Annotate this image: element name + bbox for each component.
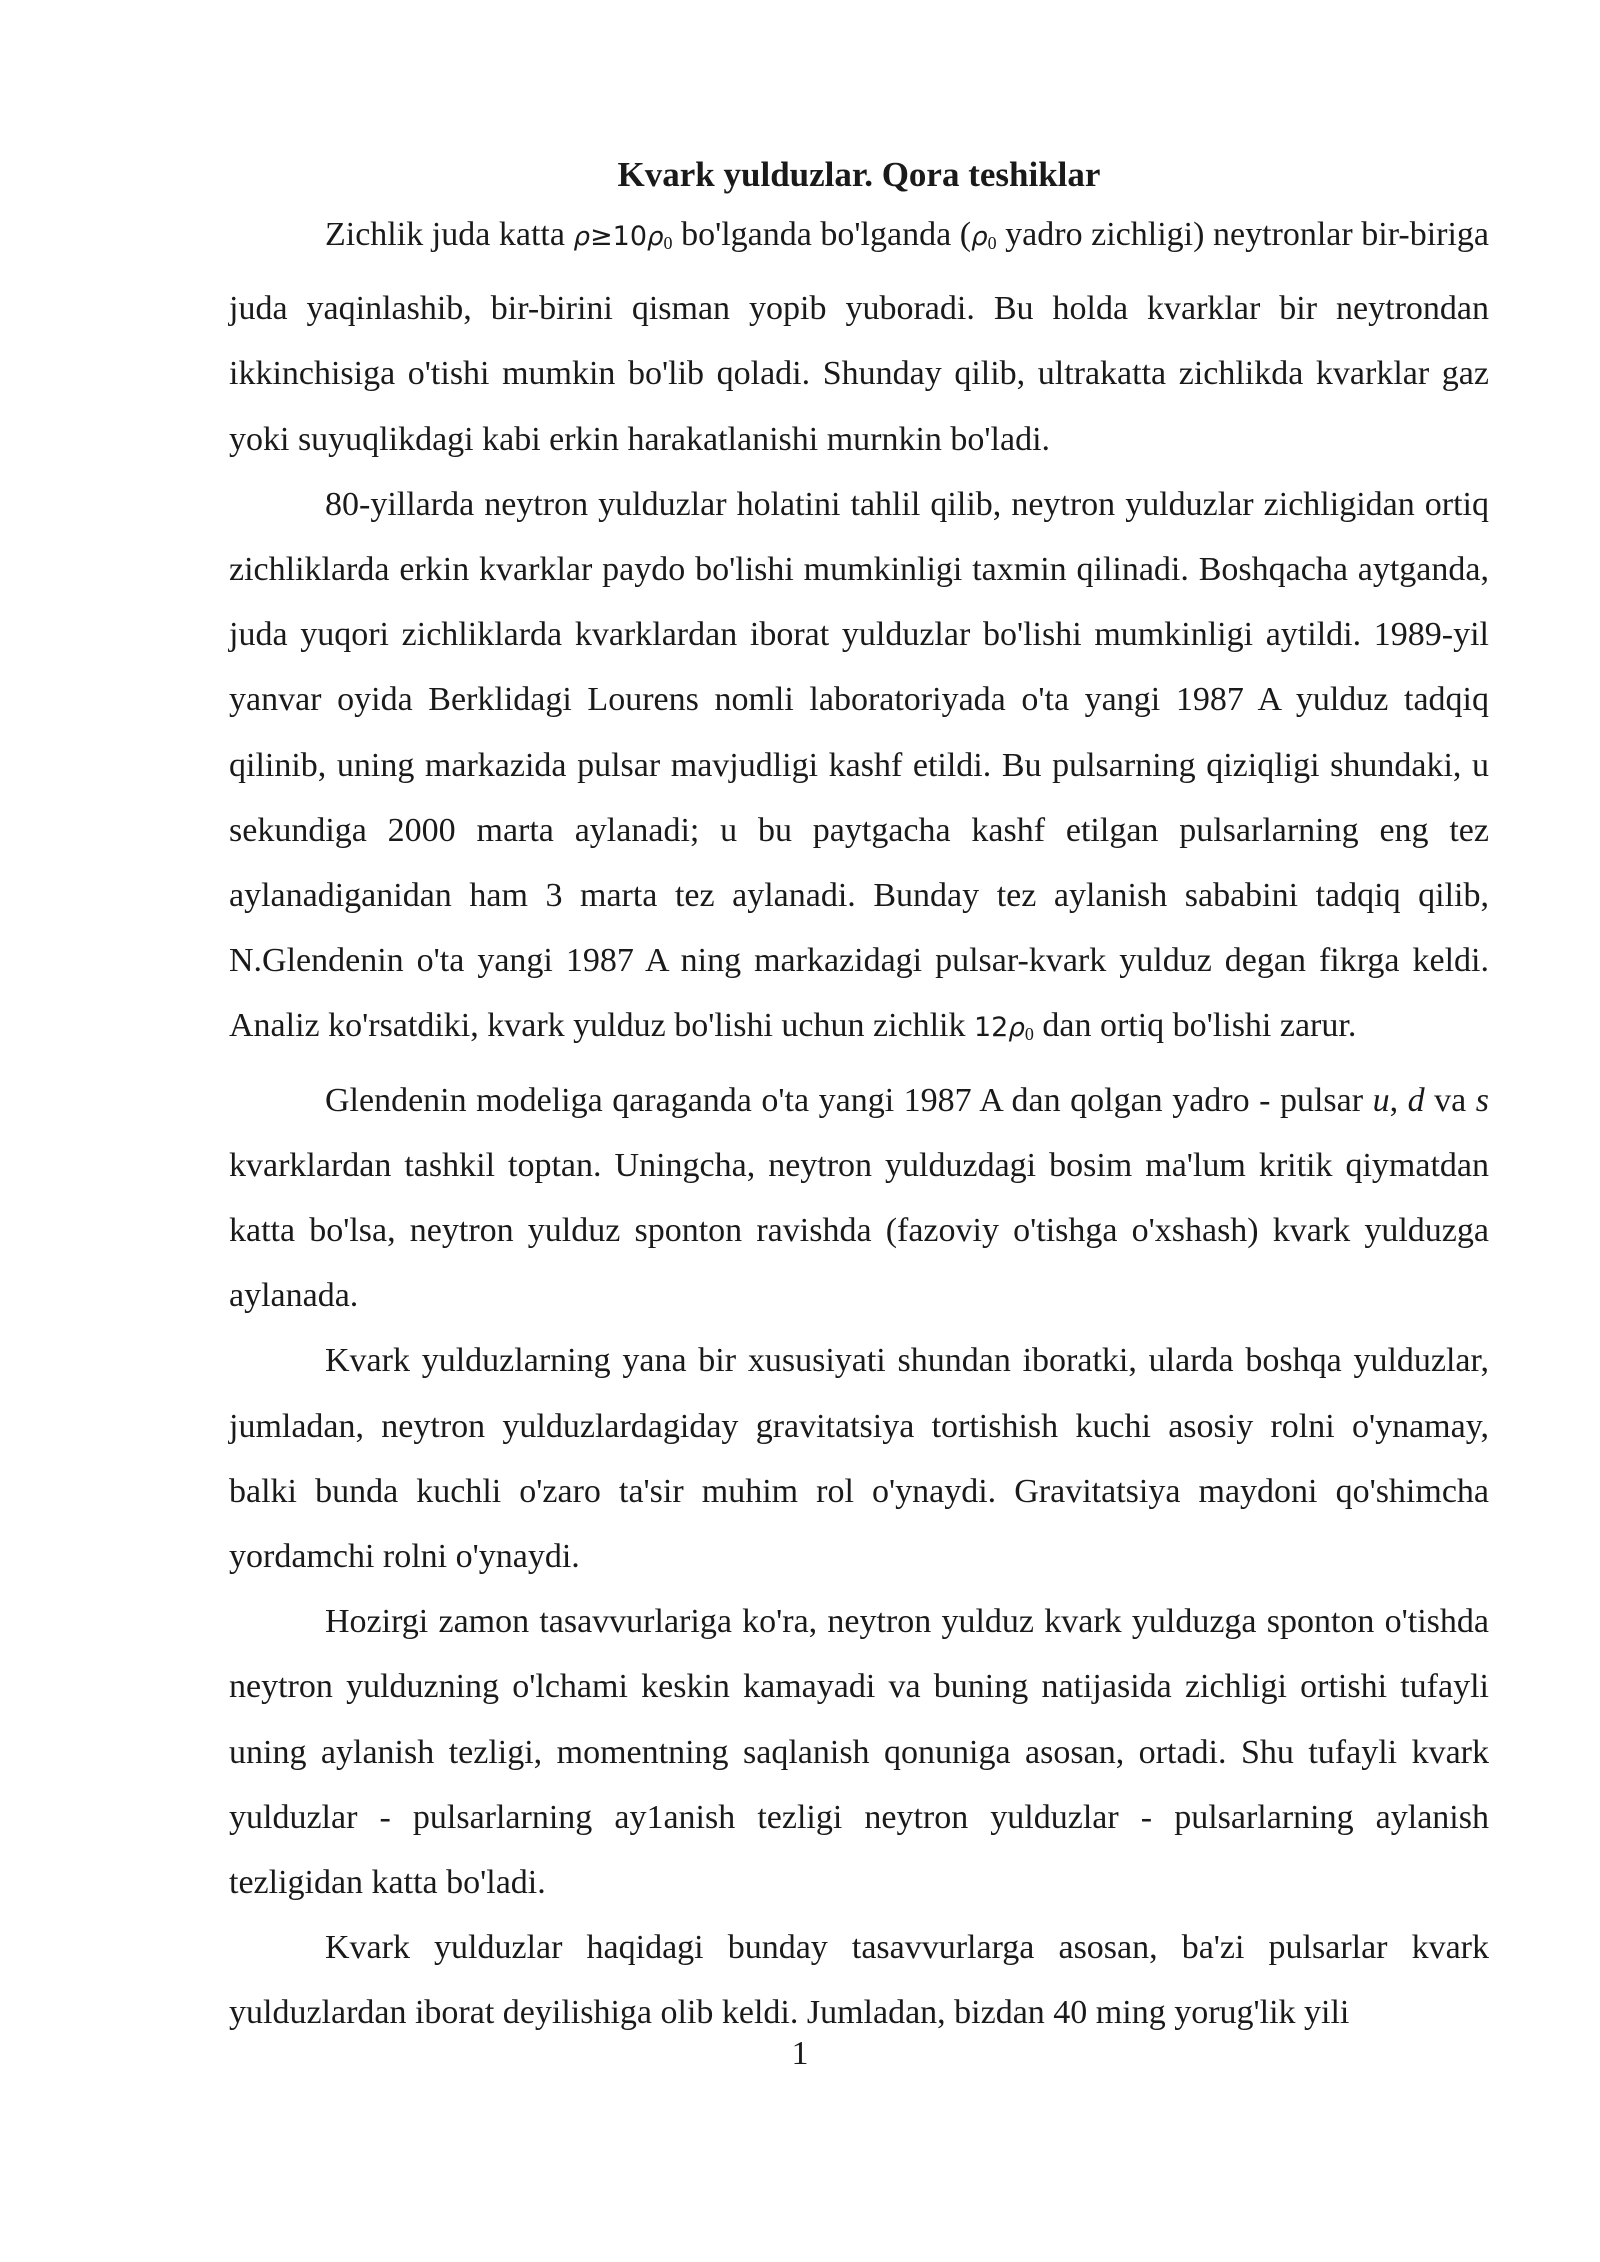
paragraph-text: Zichlik juda katta <box>325 216 574 253</box>
rho-symbol: ρ <box>573 222 591 252</box>
subscript-zero: 0 <box>663 233 673 253</box>
paragraph-text: , <box>1389 1081 1408 1119</box>
page-number: 1 <box>791 2035 809 2072</box>
paragraph-3 <box>229 1068 1489 1329</box>
rho-zero-symbol: ρ <box>1008 1013 1025 1044</box>
subscript-zero: 0 <box>1024 1024 1034 1045</box>
quark-d: d <box>1407 1081 1425 1119</box>
paragraph-6: Kvark yulduzlar haqidagi bunday tasavvurlarga asosan, ba'zi pulsarlar kvark yulduzlardan iborat deyilishiga olib keldi. Jumladan, bizdan 40 ming yorug'lik yili <box>229 1929 1489 2032</box>
paragraph-1 <box>229 202 1489 472</box>
paragraph-text: bo'lganda bo'lganda ( <box>672 216 972 253</box>
rho-zero-symbol: ρ <box>647 222 664 252</box>
paragraph-text: 80-yillarda neytron yulduzlar holatini tahlil qilib, neytron yulduzlar zichligidan ortiq zichliklarda erkin kvarklar paydo bo'lishi mumkinligi taxmin qilinadi. Boshqacha aytganda, juda yuqori zichliklarda kvarklardan iborat yulduzlar bo'lishi mumkinligi aytildi. 1989-yil yanvar oyida Berklidagi Lourens nomli laboratoriyada o'ta yangi 1987 A yulduz tadqiq qilinib, uning markazida pulsar mavjudligi kashf etildi. Bu pulsarning qiziqligi shundaki, u sekundiga 2000 marta aylanadi; u bu paytgacha kashf etilgan pulsarlarning eng tez aylanadiganidan ham 3 marta tez aylanadi. Bunday tez aylanish sababini tadqiq qilib, N.Glendenin o'ta yangi 1987 A ning markazidagi pulsar-kvark yulduz degan fikrga keldi. Analiz ko'rsatdiki, kvark yulduz bo'lishi uchun zichlik <box>229 485 1489 1045</box>
paragraph-5: Hozirgi zamon tasavvurlariga ko'ra, neytron yulduz kvark yulduzga sponton o'tishda neytron yulduzning o'lchami keskin kamayadi va buning natijasida zichligi ortishi tufayli uning aylanish tezligi, momentning saqlanish qonuniga asosan, ortadi. Shu tufayli kvark yulduzlar - pulsarlarning ay1anish tezligi neytron yulduzlar - pulsarlarning aylanish tezligidan katta bo'ladi. <box>229 1603 1489 1902</box>
paragraph-text: va <box>1424 1081 1476 1119</box>
coefficient-twelve: 12 <box>974 1012 1009 1044</box>
quark-u: u <box>1372 1081 1390 1119</box>
paragraph-4: Kvark yulduzlarning yana bir xususiyati shundan iboratki, ularda boshqa yulduzlar, jumladan, neytron yulduzlardagiday gravitatsiya tortishish kuchi asosiy rolni o'ynamay, balki bunda kuchli o'zaro ta'sir muhim rol o'ynaydi. Gravitatsiya maydoni qo'shimcha yordamchi rolni o'ynaydi. <box>229 1342 1489 1576</box>
rho-zero-symbol: ρ <box>971 222 988 252</box>
paragraph-text: dan ortiq bo'lishi zarur. <box>1033 1007 1357 1045</box>
coefficient-ten: 10 <box>612 221 648 252</box>
document-body <box>229 148 1489 2046</box>
geq-symbol: ≥ <box>590 221 613 252</box>
paragraph-text: yadro zichligi) neytronlar bir-biriga juda yaqinlashib, bir-birini qisman yopib yuboradi. Bu holda kvarklar bir neytrondan ikkinchisiga o'tishi mumkin bo'lib qoladi. Shunday qilib, ultrakatta zichlikda kvarklar gaz yoki suyuqlikdagi kabi erkin harakatlanishi murnkin bo'ladi. <box>229 216 1489 458</box>
subscript-zero: 0 <box>987 233 997 253</box>
paragraph-text: kvarklardan tashkil toptan. Uningcha, neytron yulduzdagi bosim ma'lum kritik qiymatdan katta bo'lsa, neytron yulduz sponton ravishda (fazoviy o'tishga o'xshash) kvark yulduzga aylanada. <box>229 1146 1489 1315</box>
paragraph-2 <box>229 472 1489 1068</box>
quark-s: s <box>1475 1081 1490 1119</box>
paragraph-text: Glendenin modeliga qaraganda o'ta yangi 1987 A dan qolgan yadro - pulsar <box>325 1081 1373 1119</box>
document-title: Kvark yulduzlar. Qora teshiklar <box>617 155 1101 194</box>
